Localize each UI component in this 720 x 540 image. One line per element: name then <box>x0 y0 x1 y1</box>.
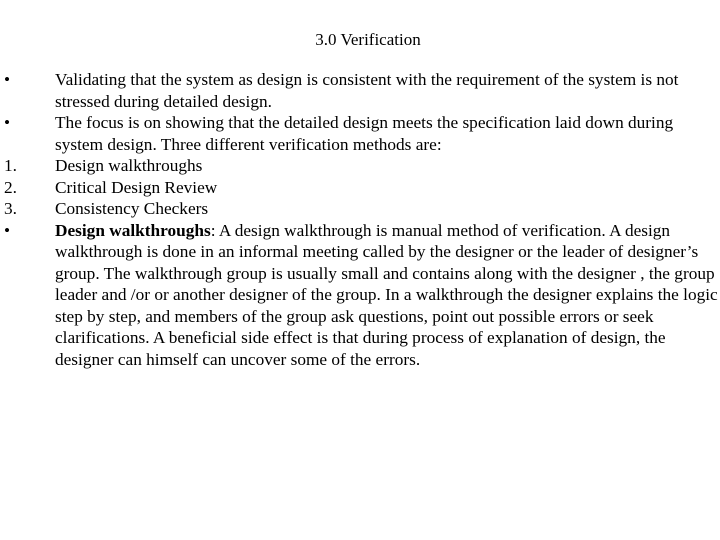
bullet-list <box>0 69 720 370</box>
bullet-marker: • <box>4 113 11 132</box>
term-description: : A design walkthrough is manual method of verification. A design walkthrough is done in an informal meeting called by the designer or the leader of designer’s group. The walkthrough group is usually small and contains along with the designer , the group leader and /or or another designer of the group. In a walkthrough the designer explains the logic step by step, and members of the group ask questions, point out possible errors or seek clarifications. A beneficial side effect is that during process of explanation of design, the designer can himself can uncover some of the errors. <box>55 220 718 369</box>
list-item <box>0 155 720 177</box>
number-marker: 2. <box>4 177 17 197</box>
bold-term: Design walkthroughs <box>55 220 211 240</box>
list-item <box>0 112 720 155</box>
list-item-text <box>55 220 718 371</box>
list-item-text: The focus is on showing that the detailed design meets the specification laid down during system design. Three different verification methods are: <box>55 113 674 154</box>
bullet-marker: • <box>4 70 11 89</box>
list-item <box>0 220 720 371</box>
number-marker: 3. <box>4 199 17 218</box>
list-item-text: Critical Design Review <box>55 177 218 197</box>
list-item-text: Validating that the system as design is consistent with the requirement of the system is not stressed during detailed design. <box>55 70 679 111</box>
list-item <box>0 69 720 112</box>
list-item <box>0 177 720 199</box>
page-title: 3.0 Verification <box>315 30 421 49</box>
list-item <box>0 198 720 220</box>
number-marker: 1. <box>4 156 17 175</box>
list-item-text: Consistency Checkers <box>55 199 209 218</box>
list-item-text: Design walkthroughs <box>55 156 203 175</box>
bullet-marker: • <box>4 220 11 240</box>
